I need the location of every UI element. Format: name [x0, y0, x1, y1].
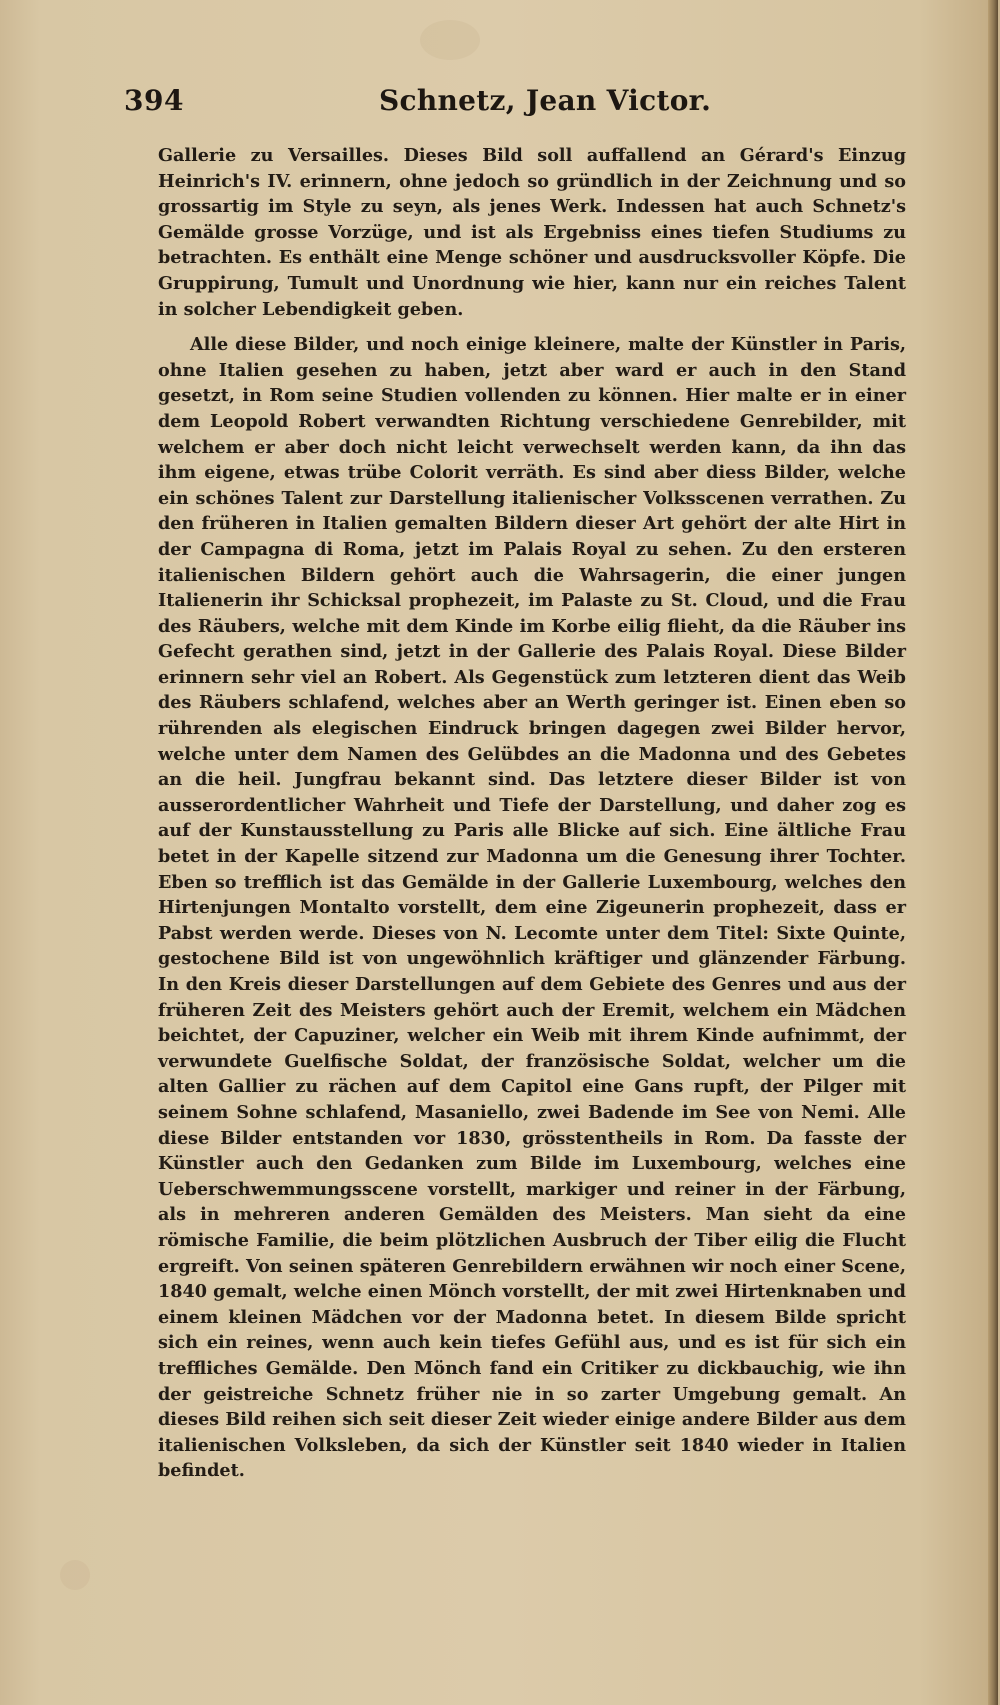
body-text [158, 143, 906, 1484]
page-edge [988, 0, 998, 1705]
paragraph-1: Gallerie zu Versailles. Dieses Bild soll auffallend an Gérard's Einzug Heinrich's IV. erinnern, ohne jedoch so gründlich in der Zeichnung und so grossartig im Style zu seyn, als jenes Werk. Indessen hat auch Schnetz's Gemälde grosse Vorzüge, und ist als Ergebniss eines tiefen Studiums zu betrachten. Es enthält eine Menge schöner und ausdrucksvoller Köpfe. Die Gruppirung, Tumult und Unordnung wie hier, kann nur ein reiches Talent in solcher Lebendigkeit geben. [158, 145, 906, 320]
page-number: 394 [124, 84, 184, 117]
running-title: Schnetz, Jean Victor. [379, 84, 712, 117]
paper-stain [60, 1560, 90, 1590]
paragraph-2: Alle diese Bilder, und noch einige kleinere, malte der Künstler in Paris, ohne Italien gesehen zu haben, jetzt aber ward er auch in den Stand gesetzt, in Rom seine Studien vollenden zu können. Hier malte er in einer dem Leopold Robert verwandten Richtung verschiedene Genrebilder, mit welchem er aber doch nicht leicht verwechselt werden kann, da ihn das ihm eigene, etwas trübe Colorit verräth. Es sind aber diess Bilder, welche ein schönes Talent zur Darstellung italienischer Volksscenen verrathen. Zu den früheren in Italien gemalten Bildern dieser Art gehört der alte Hirt in der Campagna di Roma, jetzt im Palais Royal zu sehen. Zu den ersteren italienischen Bildern gehört auch die Wahrsagerin, die einer jungen Italienerin ihr Schicksal prophezeit, im Palaste zu St. Cloud, und die Frau des Räubers, welche mit dem Kinde im Korbe eilig flieht, da die Räuber ins Gefecht gerathen sind, jetzt in der Gallerie des Palais Royal. Diese Bilder erinnern sehr viel an Robert. Als Gegenstück zum letzteren dient das Weib des Räubers schlafend, welches aber an Werth geringer ist. Einen eben so rührenden als elegischen Eindruck bringen dagegen zwei Bilder hervor, welche unter dem Namen des Gelübdes an die Madonna und des Gebetes an die heil. Jungfrau bekannt sind. Das letztere dieser Bilder ist von ausserordentlicher Wahrheit und Tiefe der Darstellung, und daher zog es auf der Kunstausstellung zu Paris alle Blicke auf sich. Eine ältliche Frau betet in der Kapelle sitzend zur Madonna um die Genesung ihrer Tochter. Eben so trefflich ist das Gemälde in der Gallerie Luxembourg, welches den Hirtenjungen Montalto vorstellt, dem eine Zigeunerin prophezeit, dass er Pabst werden werde. Dieses von N. Lecomte unter dem Titel: Sixte Quinte, gestochene Bild ist von ungewöhnlich kräftiger und glänzender Färbung. In den Kreis dieser Darstellungen auf dem Gebiete des Genres und aus der früheren Zeit des Meisters gehört auch der Eremit, welchem ein Mädchen beichtet, der Capuziner, welcher ein Weib mit ihrem Kinde aufnimmt, der verwundete Guelfische Soldat, der französische Soldat, welcher um die alten Gallier zu rächen auf dem Capitol eine Gans rupft, der Pilger mit seinem Sohne schlafend, Masaniello, zwei Badende im See von Nemi. Alle diese Bilder entstanden vor 1830, grösstentheils in Rom. Da fasste der Künstler auch den Gedanken zum Bilde im Luxembourg, welches eine Ueberschwemmungsscene vorstellt, markiger und reiner in der Färbung, als in mehreren anderen Gemälden des Meisters. Man sieht da eine römische Familie, die beim plötzlichen Ausbruch der Tiber eilig die Flucht ergreift. Von seinen späteren Genrebildern erwähnen wir noch einer Scene, 1840 gemalt, welche einen Mönch vorstellt, der mit zwei Hirtenknaben und einem kleinen Mädchen vor der Madonna betet. In diesem Bilde spricht sich ein reines, wenn auch kein tiefes Gefühl aus, und es ist für sich ein treffliches Gemälde. Den Mönch fand ein Critiker zu dickbauchig, wie ihn der geistreiche Schnetz früher nie in so zarter Umgebung gemalt. An dieses Bild reihen sich seit dieser Zeit wieder einige andere Bilder aus dem italienischen Volksleben, da sich der Künstler seit 1840 wieder in Italien befindet. [158, 334, 906, 1482]
page-header [124, 84, 904, 124]
paper-stain [420, 20, 480, 60]
